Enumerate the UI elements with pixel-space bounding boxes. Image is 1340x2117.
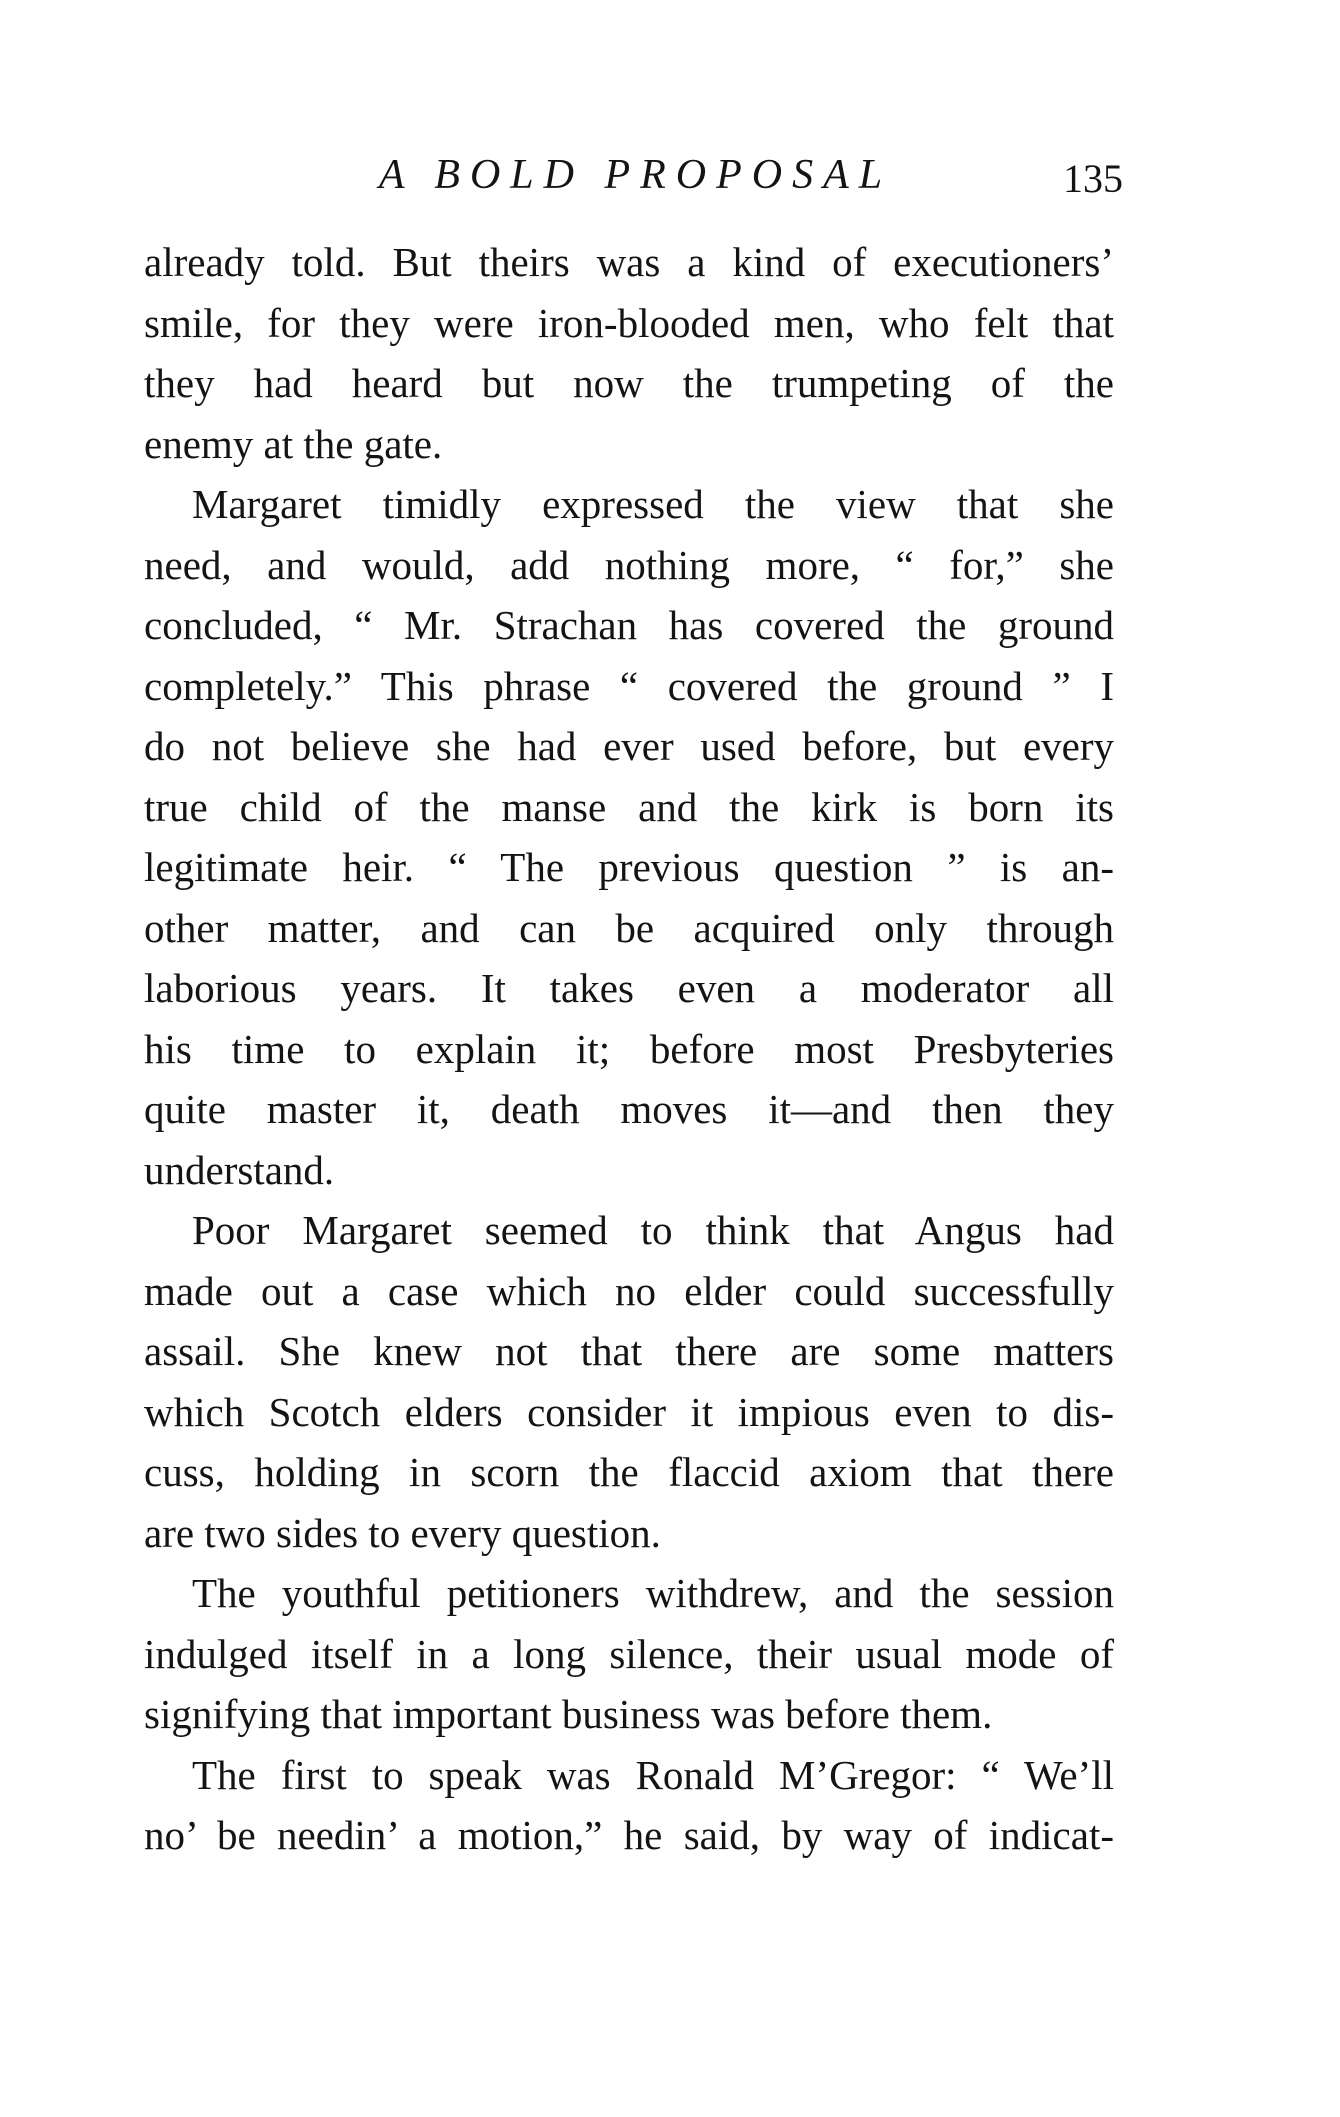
running-head <box>148 150 1123 200</box>
text-line: smile, for they were iron-blooded men, who felt that <box>144 299 1114 346</box>
text-line: cuss, holding in scorn the flaccid axiom that there <box>144 1449 1114 1495</box>
text-line: do not believe she had ever used before, but every <box>144 723 1114 769</box>
page-number: 135 <box>1063 156 1123 201</box>
text-line: need, and would, add nothing more, “ for,” she <box>144 541 1114 588</box>
text-line: assail. She knew not that there are some matters <box>144 1328 1114 1374</box>
text-line: are two sides to every question. <box>144 1509 661 1556</box>
text-line: other matter, and can be acquired only through <box>144 904 1114 951</box>
text-line: laborious years. It takes even a moderator all <box>144 965 1114 1011</box>
text-line: no’ be needin’ a motion,” he said, by way of indicat- <box>144 1812 1114 1858</box>
text-line: made out a case which no elder could successfully <box>144 1267 1114 1314</box>
text-line: they had heard but now the trumpeting of the <box>144 360 1114 406</box>
paragraph <box>144 1563 1114 1745</box>
paragraph <box>144 474 1114 1200</box>
text-line: The first to speak was Ronald M’Gregor: “ We’ll <box>192 1751 1114 1798</box>
paragraph <box>144 1745 1114 1866</box>
text-line: legitimate heir. “ The previous question ” is an- <box>144 844 1114 890</box>
paragraph <box>144 232 1114 474</box>
body-text <box>144 232 1114 1866</box>
text-line: enemy at the gate. <box>144 420 443 467</box>
text-line: understand. <box>144 1146 335 1193</box>
text-line: true child of the manse and the kirk is born its <box>144 783 1114 830</box>
text-line: concluded, “ Mr. Strachan has covered the ground <box>144 602 1114 648</box>
text-line: already told. But theirs was a kind of executioners’ <box>144 239 1114 285</box>
text-line: his time to explain it; before most Presbyteries <box>144 1025 1114 1072</box>
text-line: quite master it, death moves it—and then they <box>144 1086 1114 1132</box>
paragraph <box>144 1200 1114 1563</box>
text-line: completely.” This phrase “ covered the ground ” I <box>144 662 1114 709</box>
text-line: which Scotch elders consider it impious even to dis- <box>144 1388 1114 1435</box>
text-line: Poor Margaret seemed to think that Angus had <box>192 1207 1114 1253</box>
text-line: The youthful petitioners withdrew, and the session <box>192 1570 1114 1616</box>
text-line: signifying that important business was before them. <box>144 1691 993 1737</box>
text-line: Margaret timidly expressed the view that she <box>192 481 1114 527</box>
running-title: A BOLD PROPOSAL <box>378 152 893 198</box>
text-line: indulged itself in a long silence, their usual mode of <box>144 1630 1114 1677</box>
